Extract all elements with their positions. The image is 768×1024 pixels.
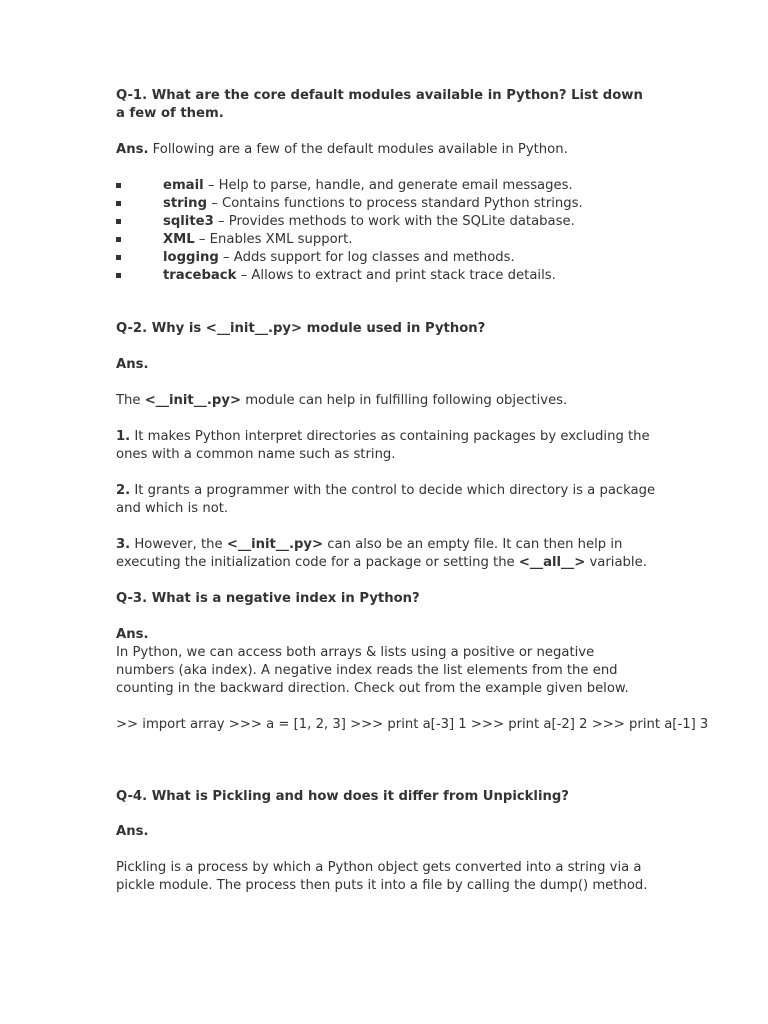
point-text: can also be an empty file. It can then help in executing the initialization code for a package or setting the: [116, 537, 627, 570]
q2-point-1: [116, 428, 656, 464]
module-name: logging: [163, 250, 219, 265]
module-desc: – Adds support for log classes and methods.: [218, 250, 515, 265]
point-bold: <__init__.py>: [226, 537, 324, 552]
bullet-icon: [116, 183, 121, 188]
point-number: 2.: [116, 483, 131, 498]
q4-ans-label: Ans.: [116, 824, 149, 839]
point-bold: <__all__>: [518, 555, 586, 570]
q2-ans-label: Ans.: [116, 357, 149, 372]
module-desc: – Provides methods to work with the SQLite database.: [213, 214, 575, 229]
q4-question: Q-4. What is Pickling and how does it differ from Unpickling?: [116, 789, 569, 804]
point-text: variable.: [585, 555, 647, 570]
list-item: [116, 177, 656, 195]
bullet-icon: [116, 255, 121, 260]
q2-intro-post: module can help in fulfilling following objectives.: [241, 393, 568, 408]
q2-question: Q-2. Why is <__init__.py> module used in Python?: [116, 321, 486, 336]
module-desc: – Enables XML support.: [194, 232, 353, 247]
module-name: sqlite3: [163, 214, 214, 229]
point-number: 3.: [116, 537, 131, 552]
q3-code-example: >> import array >>> a = [1, 2, 3] >>> print a[-3] 1 >>> print a[-2] 2 >>> print a[-1] 3: [116, 717, 709, 732]
bullet-icon: [116, 201, 121, 206]
q2-intro-pre: The: [116, 393, 145, 408]
list-item: [116, 267, 656, 285]
q3-ans-label: Ans.: [116, 627, 149, 642]
bullet-icon: [116, 219, 121, 224]
q1-question: Q-1. What are the core default modules available in Python? List down a few of them.: [116, 88, 648, 121]
q2-intro: [116, 392, 656, 410]
q1-ans-text: Following are a few of the default modules available in Python.: [148, 142, 568, 157]
q2-point-2: [116, 482, 660, 518]
q2-point-3: [116, 536, 656, 572]
point-text: It grants a programmer with the control to decide which directory is a package and which is not.: [116, 483, 660, 516]
q1-answer: [116, 141, 656, 159]
list-item: [116, 213, 656, 231]
list-item: [116, 249, 656, 267]
list-item: [116, 195, 656, 213]
q3-question: Q-3. What is a negative index in Python?: [116, 591, 420, 606]
point-text: It makes Python interpret directories as containing packages by excluding the ones with a common name such as string.: [116, 429, 654, 462]
list-item: [116, 231, 656, 249]
module-name: traceback: [163, 268, 237, 283]
module-name: XML: [163, 232, 195, 247]
point-number: 1.: [116, 429, 131, 444]
bullet-icon: [116, 273, 121, 278]
q4-body: Pickling is a process by which a Python object gets converted into a string via a pickle module. The process then puts it into a file by calling the dump() method.: [116, 860, 648, 893]
module-name: email: [163, 178, 204, 193]
module-desc: – Allows to extract and print stack trace details.: [236, 268, 556, 283]
module-desc: – Help to parse, handle, and generate email messages.: [203, 178, 573, 193]
point-text: However, the: [130, 537, 227, 552]
q1-ans-label: Ans.: [116, 142, 149, 157]
bullet-icon: [116, 237, 121, 242]
module-desc: – Contains functions to process standard Python strings.: [207, 196, 583, 211]
module-list: [116, 177, 656, 285]
q3-body: In Python, we can access both arrays & lists using a positive or negative numbers (aka index). A negative index reads the list elements from the end counting in the backward direction. Check out from the example given below.: [116, 645, 629, 696]
q2-intro-bold: <__init__.py>: [144, 393, 241, 408]
module-name: string: [163, 196, 208, 211]
